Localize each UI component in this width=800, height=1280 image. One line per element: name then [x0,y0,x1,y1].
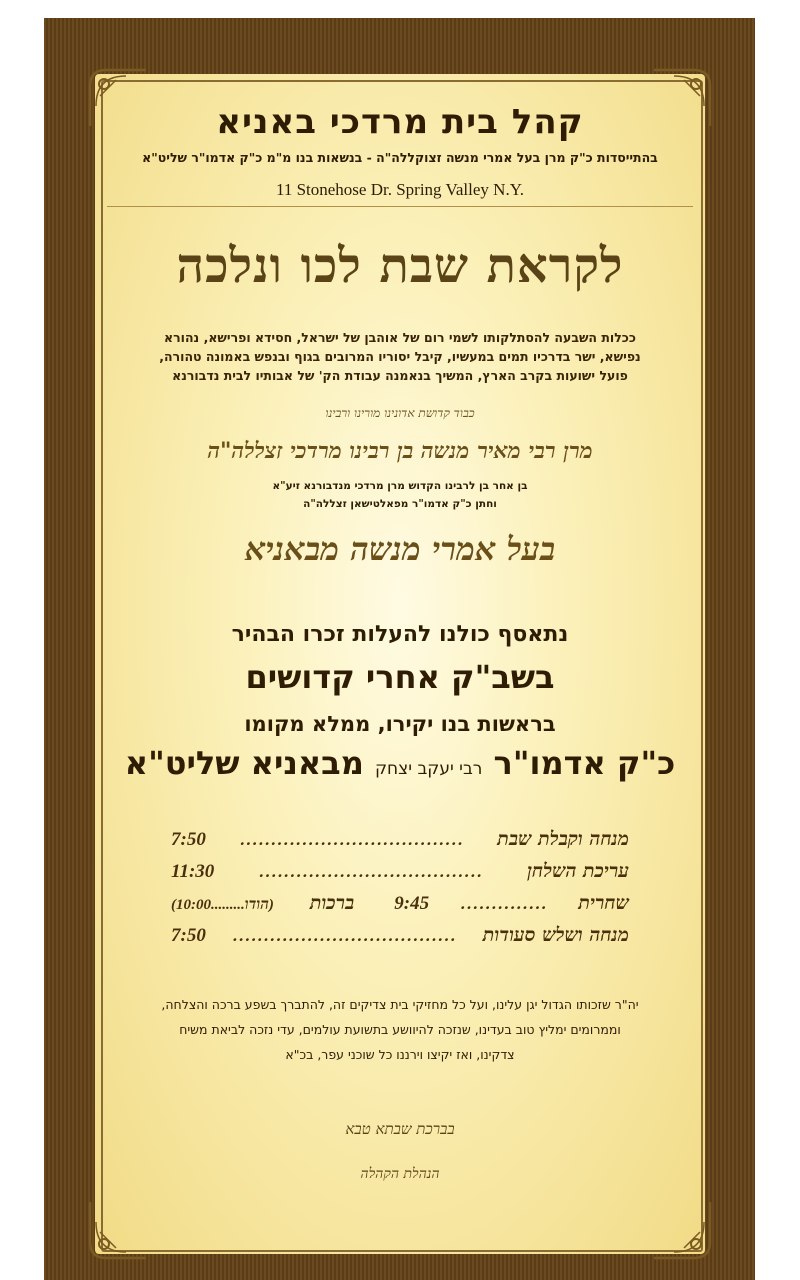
honorific-line: כבוד קדושת אדונינו מורינו ורבינו [325,406,475,420]
schedule-extra: (הודו.........10:00) [171,897,274,913]
rebbe-name-line: מרן רבי מאיר מנשה בן רבינו מרדכי זצללה"ה [207,438,593,464]
current-rebbe-suffix: מבאניא שליט"א [124,744,364,782]
schedule-time: 7:50 [171,829,206,850]
current-rebbe-prefix: כ"ק אדמו"ר [493,744,676,782]
header-divider [107,206,693,207]
blessing-line-2: וממרומים ימליץ טוב בעדינו, שנזכה להיוושע בתשועת עולמים, עדי נזכה לביאת משיח [179,1022,621,1037]
lineage-line-1: בן אחר בן לרבינו הקדוש מרן מרדכי מנדבורנא זיע"א [272,480,528,492]
leadership-line: בראשות בנו יקירו, ממלא מקומו [244,712,556,736]
schedule-label: שחרית [578,892,629,914]
schedule-row [171,828,629,860]
blessing-text [111,992,689,1067]
schedule-time: 7:50 [171,925,206,946]
schedule-time: 11:30 [171,861,215,882]
eulogy-line-2: נפישא, ישר בדרכיו תמים במעשיו, קיבל יסוריו המרובים בגוף ובנפש באמונה טהורה, [159,349,641,364]
lineage-line-2: וחתן כ"ק אדמו"ר מפאלטישאן זצללה"ה [303,498,497,510]
schedule-row [171,860,629,892]
schedule-label-secondary: ברכות [309,892,355,914]
current-rebbe-given-name: רבי יעקב יצחק [374,759,483,779]
schedule-time: 9:45 [394,893,430,914]
schedule-dots: .................................... [258,863,483,881]
schedule-row [171,892,629,924]
signoff: הנהלת הקהלה [360,1166,440,1182]
schedule-dots: .............. [460,895,548,913]
eulogy-text [109,328,691,385]
schedule [171,828,629,956]
schedule-label: מנחה ושלש סעודות [482,924,629,946]
schedule-label: עריכת השלחן [527,860,629,882]
schedule-dots: .................................... [239,831,464,849]
sefer-title: בעל אמרי מנשה מבאניא [244,530,556,568]
blessing-line-1: יה"ר שזכותו הגדול יגן עלינו, ועל כל מחזיקי בית צדיקים זה, להתברך בשפע ברכה והצלחה, [161,997,639,1012]
eulogy-line-1: ככלות השבעה להסתלקותו לשמי רום של אוהבן של ישראל, חסידא ופרישא, נהורא [164,330,636,345]
supervision-line: בהתייסדות כ"ק מרן בעל אמרי מנשה זצוקללה"ה - בנשאות בנו מ"מ כ"ק אדמו"ר שליט"א [142,150,658,165]
blessing-line-3: צדקינו, ואז יקיצו וירננו כל שוכני עפר, בכ"א [285,1047,515,1062]
address: 11 Stonehose Dr. Spring Valley N.Y. [275,180,525,199]
schedule-row [171,924,629,956]
congregation-name: קהל בית מרדכי באניא [216,102,584,142]
gathering-line: נתאסף כולנו להעלות זכרו הבהיר [231,622,569,647]
eulogy-line-3: פועל ישועות בקרב הארץ, המשיך בנאמנה עבודת הק' של אבותיו לבית נדבורנא [172,368,628,383]
shabbat-greeting: בברכת שבתא טבא [345,1120,455,1138]
shabbat-name: בשב"ק אחרי קדושים [245,658,555,696]
current-rebbe-name [101,744,699,782]
schedule-label: מנחה וקבלת שבת [497,828,629,850]
main-title: לקראת שבת לכו ונלכה [176,238,624,294]
invitation-content [101,80,699,1248]
schedule-dots: .................................... [232,927,457,945]
